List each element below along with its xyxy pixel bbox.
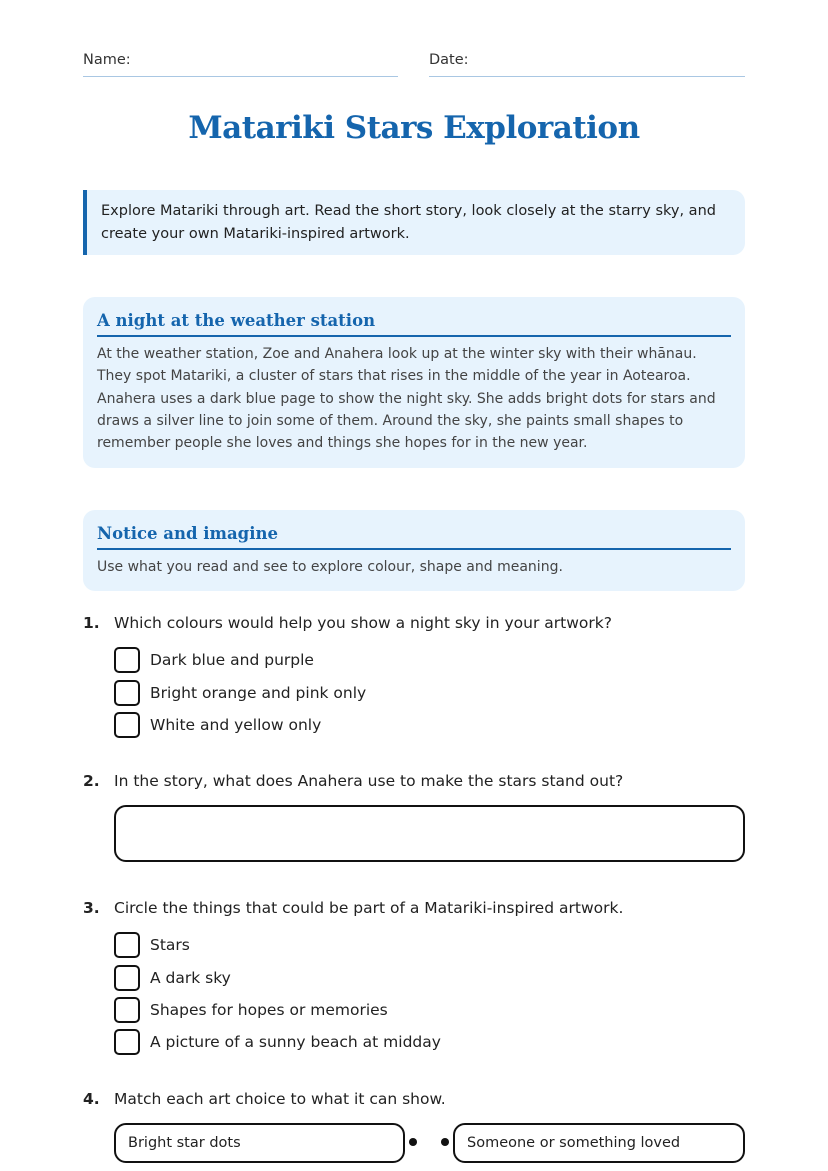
q3-option-3[interactable]	[114, 997, 388, 1023]
question-text: In the story, what does Anahera use to make the stars stand out?	[114, 772, 624, 790]
q1-option-2[interactable]	[114, 680, 366, 706]
q1-option-3[interactable]	[114, 712, 321, 738]
option-label: White and yellow only	[150, 716, 322, 734]
match-left-dot[interactable]	[409, 1138, 417, 1146]
question-3	[83, 899, 623, 917]
checkbox[interactable]	[114, 647, 140, 673]
option-label: Dark blue and purple	[150, 651, 314, 669]
story-box	[83, 297, 745, 468]
match-left-item[interactable]: Bright star dots	[114, 1123, 405, 1163]
question-number: 1.	[83, 614, 100, 632]
name-label: Name:	[83, 52, 131, 68]
option-label: Bright orange and pink only	[150, 684, 367, 702]
match-right-item[interactable]: Someone or something loved	[453, 1123, 745, 1163]
q3-option-4[interactable]	[114, 1029, 441, 1055]
option-label: A picture of a sunny beach at midday	[150, 1033, 441, 1051]
story-text: At the weather station, Zoe and Anahera look up at the winter sky with their whānau. They spot Matariki, a cluster of stars that rises in the middle of the year in Aotearoa. Anahera uses a dark blue page to show the night sky. She adds bright dots for stars and draws a silver line to join some of them. Around the sky, she paints small shapes to remember people she loves and things she hopes for in the new year.	[97, 346, 716, 452]
q3-option-1[interactable]	[114, 932, 190, 958]
option-label: A dark sky	[150, 969, 231, 987]
date-field[interactable]	[429, 76, 745, 77]
intro-callout: Explore Matariki through art. Read the short story, look closely at the starry sky, and create your own Matariki-inspired artwork.	[83, 190, 745, 255]
checkbox[interactable]	[114, 997, 140, 1023]
option-label: Shapes for hopes or memories	[150, 1001, 388, 1019]
question-number: 4.	[83, 1090, 100, 1108]
checkbox[interactable]	[114, 712, 140, 738]
date-label: Date:	[429, 52, 469, 68]
page-title: Matariki Stars Exploration	[188, 110, 640, 146]
q3-option-2[interactable]	[114, 965, 231, 991]
q1-option-1[interactable]	[114, 647, 314, 673]
checkbox[interactable]	[114, 965, 140, 991]
question-2	[83, 772, 623, 790]
q2-answer-box[interactable]	[114, 805, 745, 862]
story-heading: A night at the weather station	[97, 311, 731, 337]
question-text: Which colours would help you show a night sky in your artwork?	[114, 614, 612, 632]
match-right-dot[interactable]	[441, 1138, 449, 1146]
notice-text: Use what you read and see to explore colour, shape and meaning.	[97, 559, 563, 575]
notice-heading: Notice and imagine	[97, 524, 731, 550]
question-text: Match each art choice to what it can show.	[114, 1090, 446, 1108]
name-field[interactable]	[83, 76, 398, 77]
notice-box	[83, 510, 745, 591]
option-label: Stars	[150, 936, 190, 954]
checkbox[interactable]	[114, 932, 140, 958]
question-1	[83, 614, 612, 632]
question-4	[83, 1090, 446, 1108]
question-text: Circle the things that could be part of a Matariki-inspired artwork.	[114, 899, 624, 917]
question-number: 3.	[83, 899, 100, 917]
checkbox[interactable]	[114, 680, 140, 706]
checkbox[interactable]	[114, 1029, 140, 1055]
question-number: 2.	[83, 772, 100, 790]
